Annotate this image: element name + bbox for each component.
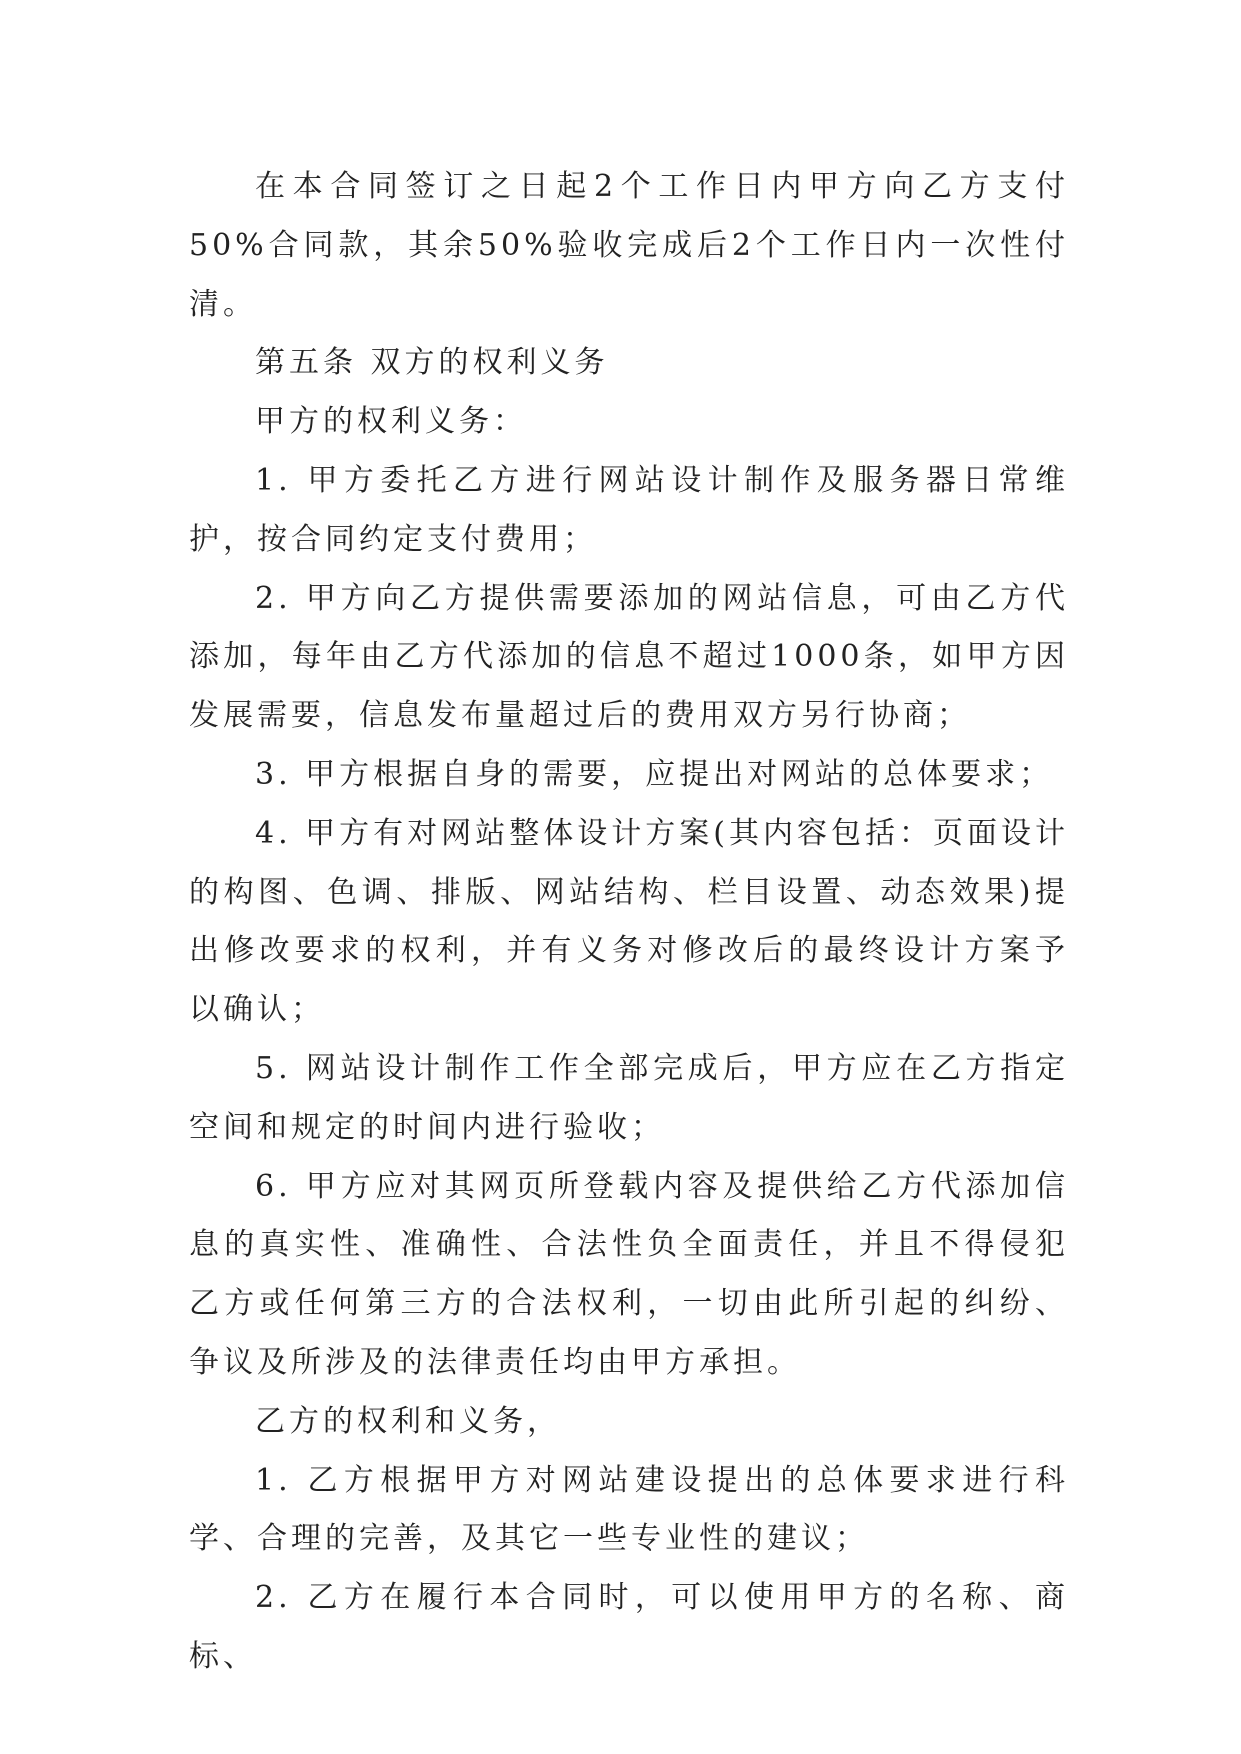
- party-a-clause-2: 2. 甲方向乙方提供需要添加的网站信息，可由乙方代添加，每年由乙方代添加的信息不超过1000条，如甲方因发展需要，信息发布量超过后的费用双方另行协商；: [189, 580, 1069, 734]
- party-a-clause-4: 4. 甲方有对网站整体设计方案(其内容包括：页面设计的构图、色调、排版、网站结构、栏目设置、动态效果)提出修改要求的权利，并有义务对修改后的最终设计方案予以确认；: [189, 815, 1069, 1028]
- party-b-clause-2: 2. 乙方在履行本合同时，可以使用甲方的名称、商标、: [189, 1580, 1069, 1674]
- payment-terms-paragraph: 在本合同签订之日起2个工作日内甲方向乙方支付50%合同款，其余50%验收完成后2个工作日内一次性付清。: [189, 169, 1069, 322]
- article-five-heading: 第五条 双方的权利义务: [255, 345, 609, 381]
- party-b-rights-heading: 乙方的权利和义务，: [255, 1403, 561, 1439]
- party-a-clause-1: 1. 甲方委托乙方进行网站设计制作及服务器日常维护，按合同约定支付费用；: [189, 462, 1069, 557]
- party-a-rights-heading: 甲方的权利义务：: [255, 404, 527, 440]
- party-a-clause-6: 6. 甲方应对其网页所登载内容及提供给乙方代添加信息的真实性、准确性、合法性负全面责任，并且不得侵犯乙方或任何第三方的合法权利，一切由此所引起的纠纷、争议及所涉及的法律责任均由甲方承担。: [189, 1168, 1069, 1380]
- party-a-clause-5: 5. 网站设计制作工作全部完成后，甲方应在乙方指定空间和规定的时间内进行验收；: [189, 1050, 1069, 1145]
- party-b-clause-1: 1. 乙方根据甲方对网站建设提出的总体要求进行科学、合理的完善，及其它一些专业性的建议；: [189, 1462, 1069, 1557]
- contract-body: [189, 158, 1069, 1687]
- party-a-clause-3: 3. 甲方根据自身的需要，应提出对网站的总体要求；: [255, 756, 1054, 792]
